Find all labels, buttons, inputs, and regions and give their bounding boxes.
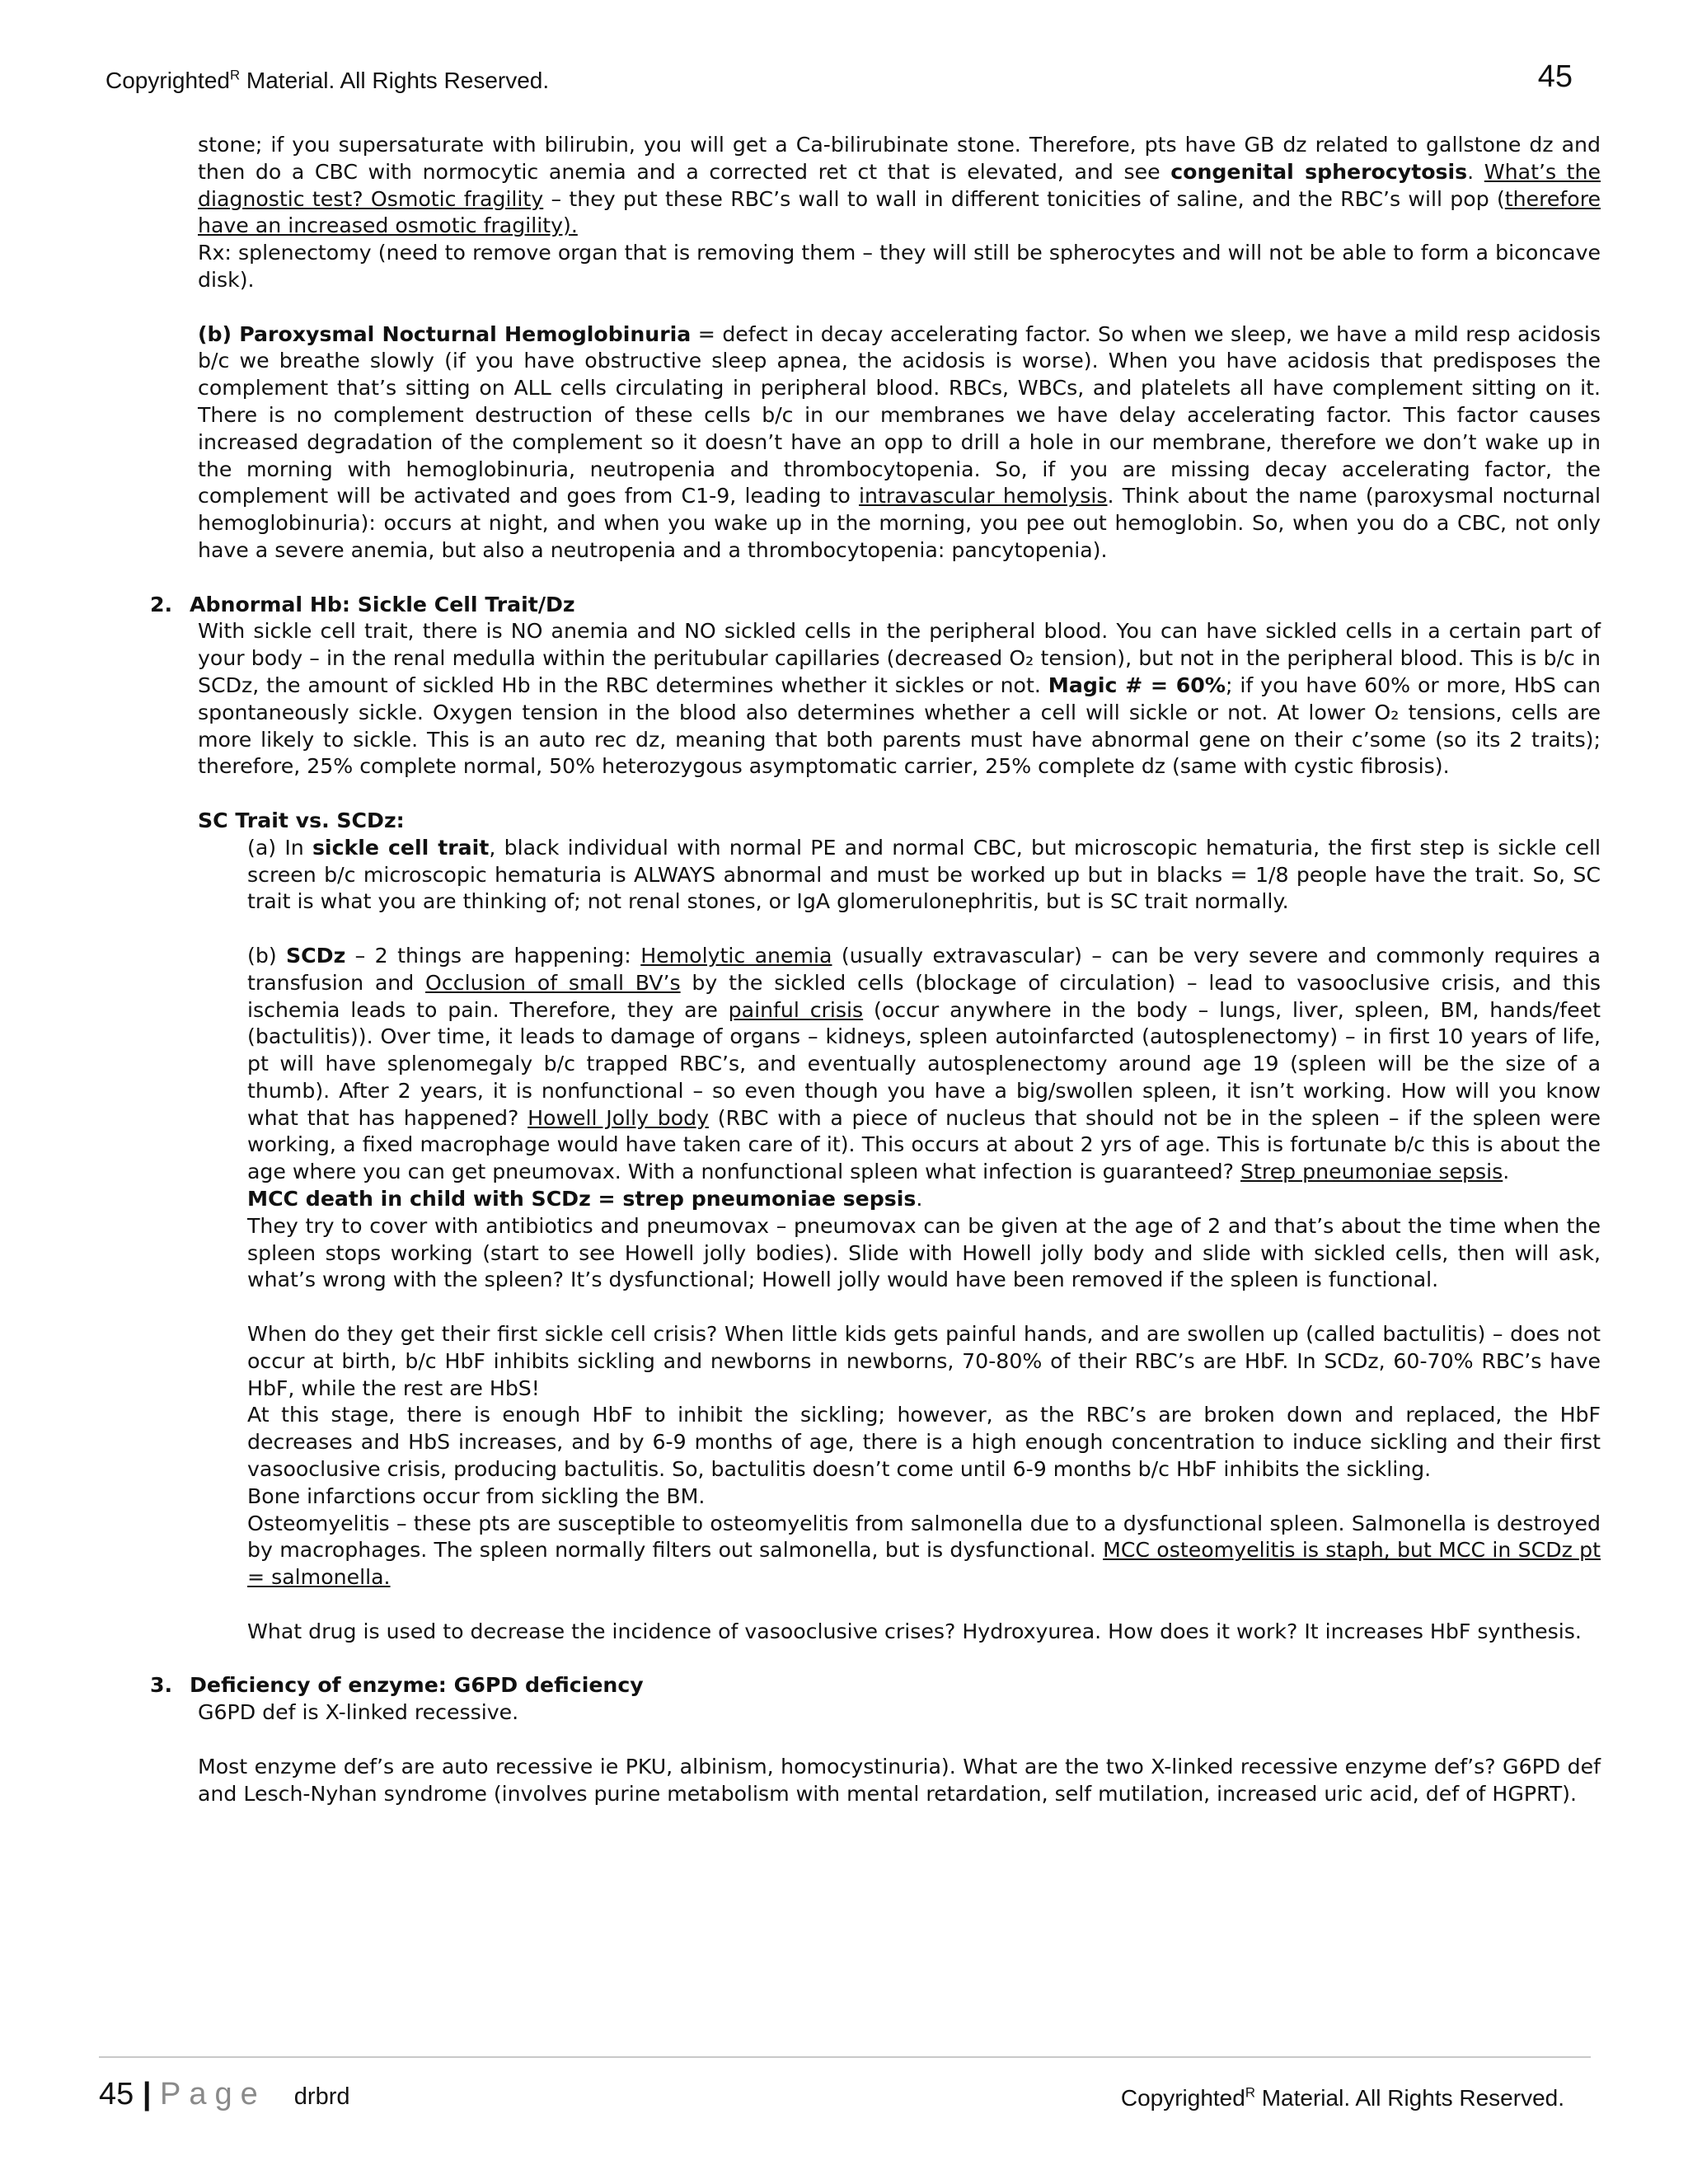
section-g6pd-heading: 3. Deficiency of enzyme: G6PD deficiency bbox=[150, 1673, 644, 1698]
header-page-number: 45 bbox=[1537, 59, 1573, 94]
paragraph-sc-trait: (a) In sickle cell trait, black individual with normal PE and normal CBC, but microscopic hematuria, the first step is sickle cell screen b/c microscopic hematuria is ALWAYS abnormal and must be worked up but in blacks = 1/8 people have the trait. So, SC trait is what you are thinking of; not renal stones, or IgA glomerulonephritis, but is SC trait normally. bbox=[247, 835, 1601, 914]
footer-copyright: Copyrighted$^R$ Material. All Rights Reserved. bbox=[1120, 2084, 1564, 2111]
paragraph-enzyme-defs: Most enzyme def’s are auto recessive ie PKU, albinism, homocystinuria). What are the two X-linked recessive enzyme def’s? G6PD def and Lesch-Nyhan syndrome (involves purine metabolism with mental retardation, self mutilation, increased uric acid, def of HGPRT). bbox=[198, 1754, 1601, 1806]
section-sickle-cell-heading: 2. Abnormal Hb: Sickle Cell Trait/Dz bbox=[150, 592, 575, 616]
paragraph-bone-infarctions: Bone infarctions occur from sickling the BM. bbox=[247, 1483, 706, 1508]
footer-page-label: 45 | Page drbrd bbox=[99, 2077, 350, 2111]
header-copyright: Copyrighted$^R$ Material. All Rights Reserved. bbox=[106, 67, 550, 93]
paragraph-pneumovax: They try to cover with antibiotics and pneumovax – pneumovax can be given at the age of 2 and that’s about the time when the spleen stops working (start to see Howell jolly bodies). Slide with Howell jolly body and slide with sickled cells, then will ask, what’s wrong with the spleen? It’s dysfunctional; Howell jolly would have been removed if the spleen is functional. bbox=[247, 1213, 1601, 1292]
paragraph-sickle-trait: With sickle cell trait, there is NO anemia and NO sickled cells in the peripheral blood. You can have sickled cells in a certain part of your body – in the renal medulla within the peritubular capillaries (decreased O₂ tension), but not in the peripheral blood. This is b/c in SCDz, the amount of sickled Hb in the RBC determines whether it sickles or not. Magic # = 60%; if you have 60% or more, HbS can spontaneously sickle. Oxygen tension in the blood also determines whether a cell will sickle or not. At lower O₂ tensions, cells are more likely to sickle. This is an auto rec dz, meaning that both parents must have abnormal gene on their c’some (so its 2 traits); therefore, 25% complete normal, 50% heterozygous asymptomatic carrier, 25% complete dz (same with cystic fibrosis). bbox=[198, 619, 1601, 779]
paragraph-rx: Rx: splenectomy (need to remove organ that is removing them – they will still be spherocytes and will not be able to form a biconcave disk). bbox=[198, 241, 1601, 292]
footer-author: drbrd bbox=[293, 2083, 350, 2110]
paragraph-hydroxyurea: What drug is used to decrease the incidence of vasooclusive crises? Hydroxyurea. How does it work? It increases HbF synthesis. bbox=[247, 1619, 1582, 1643]
sc-trait-vs-scdz-heading: SC Trait vs. SCDz: bbox=[198, 808, 405, 832]
paragraph-scdz: (b) SCDz – 2 things are happening: Hemolytic anemia (usually extravascular) – can be very severe and commonly requires a transfusion and Occlusion of small BV’s by the sickled cells (blockage of circulation) – lead to vasooclusive crisis, and this ischemia leads to pain. Therefore, they are painful crisis (occur anywhere in the body – lungs, liver, spleen, BM, hands/feet (bactulitis)). Over time, it leads to damage of organs – kidneys, spleen autoinfarcted (autosplenectomy) – in first 10 years of life, pt will have splenomegaly b/c trapped RBC’s, and eventually autosplenectomy around age 19 (spleen will be the size of a thumb). After 2 years, it is nonfunctional – so even though you have a big/swollen spleen, it isn’t working. How will you know what that has happened? Howell Jolly body (RBC with a piece of nucleus that should not be in the spleen – if the spleen were working, a fixed macrophage would have taken care of it). This occurs at about 2 yrs of age. This is fortunate b/c this is about the age where you can get pneumovax. With a nonfunctional spleen what infection is guaranteed? Strep pneumoniae sepsis. bbox=[247, 943, 1601, 1184]
paragraph-spherocytosis: stone; if you supersaturate with bilirubin, you will get a Ca-bilirubinate stone. Therefore, pts have GB dz related to gallstone dz and then do a CBC with normocytic anemia and a corrected ret ct that is elevated, and see congenital spherocytosis. What’s the diagnostic test? Osmotic fragility – they put these RBC’s wall to wall in different tonicities of saline, and the RBC’s will pop (therefore have an increased osmotic fragility). bbox=[198, 133, 1601, 238]
paragraph-pnh: (b) Paroxysmal Nocturnal Hemoglobinuria = defect in decay accelerating factor. So when we sleep, we have a mild resp acidosis b/c we breathe slowly (if you have obstructive sleep apnea, the acidosis is worse). When you have acidosis that predisposes the complement that’s sitting on ALL cells circulating in peripheral blood. RBCs, WBCs, and platelets all have complement sitting on it. There is no complement destruction of these cells b/c in our membranes we have delay accelerating factor. This factor causes increased degradation of the complement so it doesn’t have an opp to drill a hole in our membrane, therefore we don’t wake up in the morning with hemoglobinuria, neutropenia and thrombocytopenia. So, if you are missing decay accelerating factor, the complement will be activated and goes from C1-9, leading to intravascular hemolysis. Think about the name (paroxysmal nocturnal hemoglobinuria): occurs at night, and when you wake up in the morning, you pee out hemoglobin. So, when you do a CBC, not only have a severe anemia, but also a neutropenia and a thrombocytopenia: pancytopenia). bbox=[198, 321, 1601, 562]
registered-mark: R bbox=[229, 67, 241, 83]
mcc-death-line: MCC death in child with SCDz = strep pneumoniae sepsis. bbox=[247, 1187, 923, 1212]
paragraph-hbf-stage: At this stage, there is enough HbF to inhibit the sickling; however, as the RBC’s are broken down and replaced, the HbF decreases and HbS increases, and by 6-9 months of age, there is a high enough concentration to induce sickling and their first vasooclusive crisis, producing bactulitis. So, bactulitis doesn’t come until 6-9 months b/c HbF inhibits the sickling. bbox=[247, 1403, 1601, 1482]
paragraph-first-crisis: When do they get their first sickle cell crisis? When little kids gets painful hands, and are swollen up (called bactulitis) – does not occur at birth, b/c HbF inhibits sickling and newborns in newborns, 70-80% of their RBC’s are HbF. In SCDz, 60-70% RBC’s have HbF, while the rest are HbS! bbox=[247, 1322, 1601, 1400]
page-body bbox=[150, 132, 1601, 1807]
paragraph-g6pd-xlinked: G6PD def is X-linked recessive. bbox=[198, 1700, 519, 1725]
paragraph-osteomyelitis: Osteomyelitis – these pts are susceptible to osteomyelitis from salmonella due to a dysfunctional spleen. Salmonella is destroyed by macrophages. The spleen normally filters out salmonella, but is dysfunctional. MCC osteomyelitis is staph, but MCC in SCDz pt = salmonella. bbox=[247, 1511, 1601, 1590]
footer-divider bbox=[99, 2056, 1591, 2058]
